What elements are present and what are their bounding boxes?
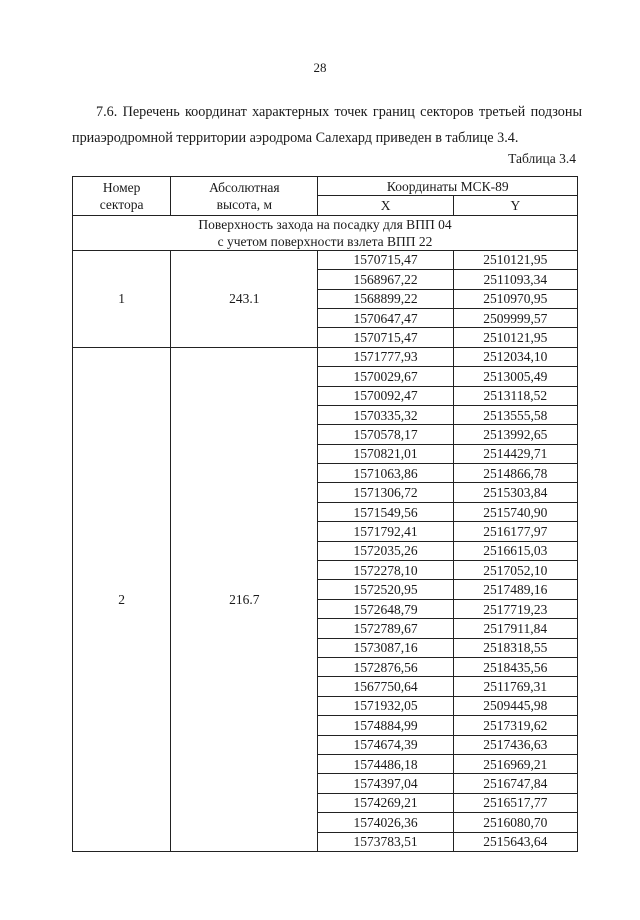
coord-y-cell: 2513005,49 — [453, 367, 577, 386]
page-number: 28 — [313, 60, 327, 75]
coord-x-cell: 1570647,47 — [318, 308, 453, 327]
coord-y-cell: 2511769,31 — [453, 677, 577, 696]
coord-y-cell: 2518435,56 — [453, 657, 577, 676]
coord-y-cell: 2513992,65 — [453, 425, 577, 444]
coord-y-cell: 2514866,78 — [453, 464, 577, 483]
coord-x-cell: 1572789,67 — [318, 619, 453, 638]
coord-x-cell: 1574397,04 — [318, 774, 453, 793]
coord-y-cell: 2517319,62 — [453, 716, 577, 735]
coord-y-cell: 2513118,52 — [453, 386, 577, 405]
coord-y-cell: 2515303,84 — [453, 483, 577, 502]
coord-y-cell: 2514429,71 — [453, 444, 577, 463]
header-y: Y — [453, 196, 577, 215]
coord-y-cell: 2515643,64 — [453, 832, 577, 851]
coord-x-cell: 1567750,64 — [318, 677, 453, 696]
coord-x-cell: 1570092,47 — [318, 386, 453, 405]
header-height-line2: высота, м — [216, 196, 272, 212]
coord-x-cell: 1568899,22 — [318, 289, 453, 308]
coord-x-cell: 1572648,79 — [318, 599, 453, 618]
coord-y-cell: 2517436,63 — [453, 735, 577, 754]
coord-x-cell: 1572035,26 — [318, 541, 453, 560]
coord-x-cell: 1570715,47 — [318, 250, 453, 269]
coord-y-cell: 2509999,57 — [453, 308, 577, 327]
table-row — [73, 250, 578, 269]
coord-y-cell: 2511093,34 — [453, 270, 577, 289]
coord-y-cell: 2516969,21 — [453, 754, 577, 773]
surface-note-cell — [73, 215, 578, 250]
sector-height-cell: 216.7 — [171, 347, 318, 851]
table-body — [73, 215, 578, 851]
header-sector-line1: Номер — [102, 179, 141, 195]
coord-x-cell: 1574269,21 — [318, 793, 453, 812]
coord-x-cell: 1571792,41 — [318, 522, 453, 541]
table-caption: Таблица 3.4 — [508, 151, 576, 166]
coord-x-cell: 1572520,95 — [318, 580, 453, 599]
coord-y-cell: 2516080,70 — [453, 813, 577, 832]
coord-y-cell: 2517489,16 — [453, 580, 577, 599]
coord-x-cell: 1568967,22 — [318, 270, 453, 289]
header-sector-number — [73, 177, 171, 216]
header-coordinates: Координаты МСК-89 — [318, 177, 578, 196]
coord-x-cell: 1570821,01 — [318, 444, 453, 463]
coord-y-cell: 2517052,10 — [453, 561, 577, 580]
header-x: X — [318, 196, 453, 215]
coord-x-cell: 1574674,39 — [318, 735, 453, 754]
coord-x-cell: 1572278,10 — [318, 561, 453, 580]
coord-y-cell: 2516517,77 — [453, 793, 577, 812]
sector-number-cell: 1 — [73, 250, 171, 347]
header-height — [171, 177, 318, 216]
intro-paragraph: 7.6. Перечень координат характерных точек границ секторов третьей подзоны приаэродромной территории аэродрома Салехард приведен в таблице 3.4. — [72, 104, 582, 146]
header-height-line1: Абсолютная — [209, 179, 280, 195]
coord-x-cell: 1571549,56 — [318, 502, 453, 521]
surface-note-line1: Поверхность захода на посадку для ВПП 04 — [198, 216, 452, 232]
coord-y-cell: 2510121,95 — [453, 328, 577, 347]
coord-x-cell: 1570335,32 — [318, 405, 453, 424]
coord-x-cell: 1571063,86 — [318, 464, 453, 483]
coord-y-cell: 2515740,90 — [453, 502, 577, 521]
coord-y-cell: 2510121,95 — [453, 250, 577, 269]
coord-y-cell: 2517911,84 — [453, 619, 577, 638]
coord-y-cell: 2516747,84 — [453, 774, 577, 793]
coord-x-cell: 1572876,56 — [318, 657, 453, 676]
table-header — [73, 177, 578, 216]
coord-x-cell: 1574486,18 — [318, 754, 453, 773]
coord-x-cell: 1573783,51 — [318, 832, 453, 851]
coord-y-cell: 2509445,98 — [453, 696, 577, 715]
surface-note-line2: с учетом поверхности взлета ВПП 22 — [217, 233, 433, 249]
coord-x-cell: 1573087,16 — [318, 638, 453, 657]
coord-y-cell: 2516615,03 — [453, 541, 577, 560]
table-row — [73, 347, 578, 366]
coordinates-table — [72, 176, 578, 852]
coord-y-cell: 2517719,23 — [453, 599, 577, 618]
header-sector-line2: сектора — [99, 196, 144, 212]
coord-y-cell: 2510970,95 — [453, 289, 577, 308]
coord-y-cell: 2518318,55 — [453, 638, 577, 657]
sector-height-cell: 243.1 — [171, 250, 318, 347]
coord-y-cell: 2516177,97 — [453, 522, 577, 541]
coord-y-cell: 2513555,58 — [453, 405, 577, 424]
coord-x-cell: 1571777,93 — [318, 347, 453, 366]
coord-x-cell: 1571932,05 — [318, 696, 453, 715]
sector-number-cell: 2 — [73, 347, 171, 851]
coord-x-cell: 1574026,36 — [318, 813, 453, 832]
coord-y-cell: 2512034,10 — [453, 347, 577, 366]
coord-x-cell: 1574884,99 — [318, 716, 453, 735]
coord-x-cell: 1570715,47 — [318, 328, 453, 347]
coord-x-cell: 1570578,17 — [318, 425, 453, 444]
coord-x-cell: 1570029,67 — [318, 367, 453, 386]
coord-x-cell: 1571306,72 — [318, 483, 453, 502]
